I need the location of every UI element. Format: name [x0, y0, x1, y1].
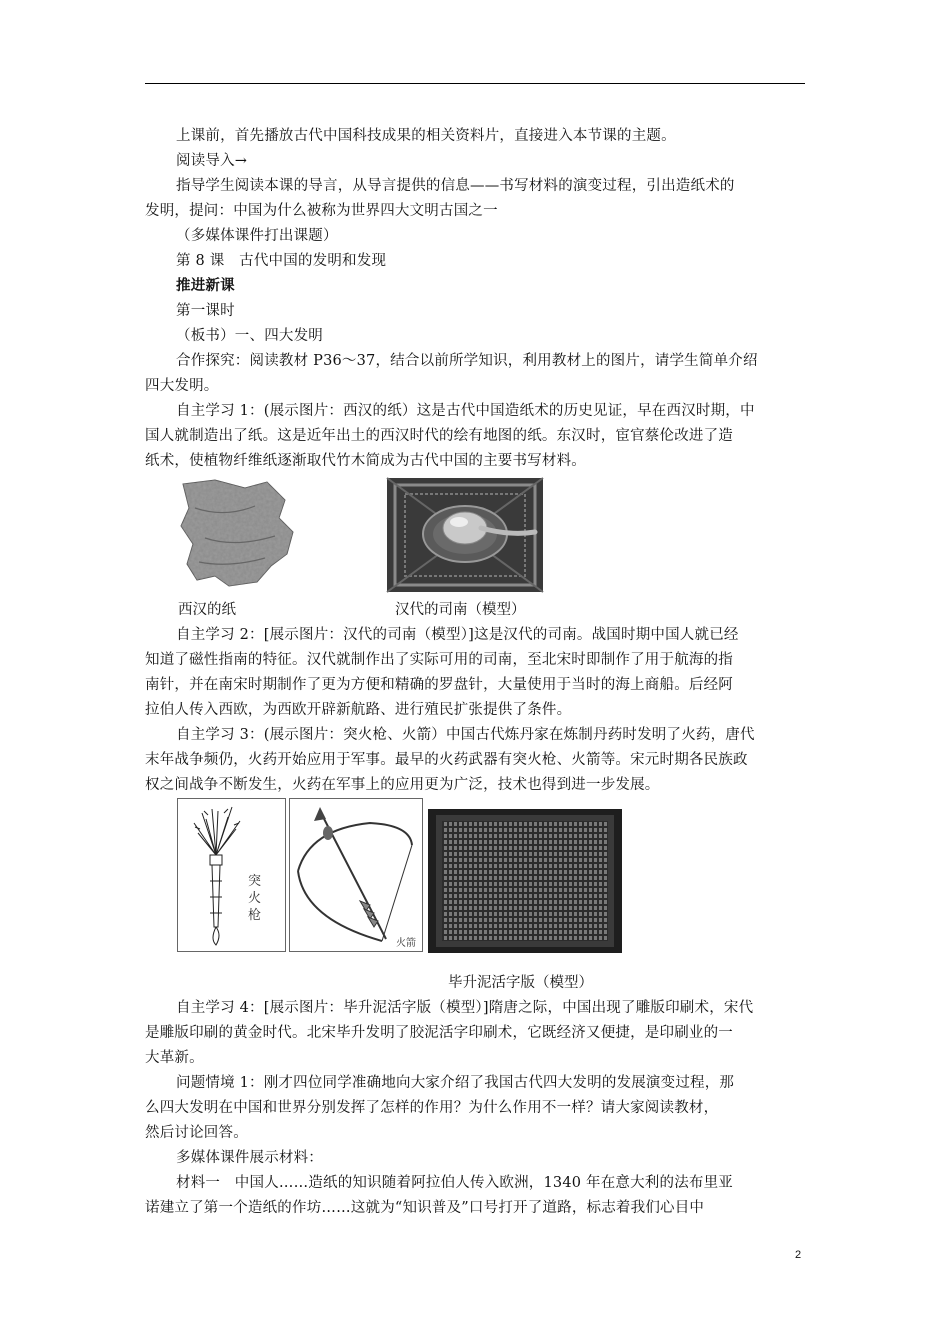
paragraph-line: 多媒体课件展示材料：: [176, 1150, 323, 1166]
section-heading: 推进新课: [176, 277, 235, 294]
paragraph-line: 阅读导入→: [176, 153, 248, 169]
header-rule: [145, 83, 805, 84]
paragraph-line: 拉伯人传入西欧，为西欧开辟新航路、进行殖民扩张提供了条件。: [145, 702, 572, 718]
fire-lance-image: [177, 798, 286, 952]
paragraph-line: 权之间战争不断发生，火药在军事上的应用更为广泛，技术也得到进一步发展。: [145, 777, 660, 793]
paragraph-line: 么四大发明在中国和世界分别发挥了怎样的作用？为什么作用不一样？请大家阅读教材，: [145, 1100, 719, 1116]
paragraph-line: 自主学习 2：[展示图片：汉代的司南（模型）]这是汉代的司南。战国时期中国人就已经: [176, 627, 739, 643]
sinan-compass-image: [385, 476, 545, 594]
paragraph-line: 上课前，首先播放古代中国科技成果的相关资料片，直接进入本节课的主题。: [176, 128, 676, 144]
paragraph-line: 末年战争频仍，火药开始应用于军事。最早的火药武器有突火枪、火箭等。宋元时期各民族政: [145, 752, 748, 768]
movable-type-image: [428, 809, 622, 953]
paragraph-line: 问题情境 1：刚才四位同学准确地向大家介绍了我国古代四大发明的发展演变过程，那: [176, 1075, 735, 1091]
fire-arrow-image: [289, 798, 423, 952]
paragraph-line: （板书）一、四大发明: [176, 328, 323, 344]
paragraph-line: 自主学习 4：[展示图片：毕升泥活字版（模型）]隋唐之际，中国出现了雕版印刷术，宋代: [176, 1000, 754, 1016]
paragraph-line: 南针，并在南宋时期制作了更为方便和精确的罗盘针，大量使用于当时的海上商船。后经阿: [145, 677, 733, 693]
han-paper-image: [175, 478, 300, 590]
paragraph-line: 自主学习 1：(展示图片：西汉的纸）这是古代中国造纸术的历史见证，早在西汉时期，中: [176, 403, 755, 419]
paragraph-line: 诺建立了第一个造纸的作坊……这就为“知识普及”口号打开了道路，标志着我们心目中: [145, 1200, 705, 1216]
paragraph-line: 四大发明。: [145, 378, 219, 394]
paragraph-line: 然后讨论回答。: [145, 1125, 248, 1141]
paragraph-line: 大革新。: [145, 1050, 204, 1066]
paragraph-line: 知道了磁性指南的特征。汉代就制作出了实际可用的司南，至北宋时即制作了用于航海的指: [145, 652, 733, 668]
paragraph-line: 自主学习 3：(展示图片：突火枪、火箭）中国古代炼丹家在炼制丹药时发明了火药，唐代: [176, 727, 755, 743]
paragraph-line: 指导学生阅读本课的导言，从导言提供的信息——书写材料的演变过程，引出造纸术的: [176, 178, 735, 194]
paragraph-line: 合作探究：阅读教材 P36～37，结合以前所学知识，利用教材上的图片，请学生简单介绍: [176, 353, 758, 369]
paragraph-line: （多媒体课件打出课题）: [176, 228, 338, 244]
paragraph-line: 国人就制造出了纸。这是近年出土的西汉时代的绘有地图的纸。东汉时，宦官蔡伦改进了造: [145, 428, 733, 444]
paragraph-line: 发明，提问：中国为什么被称为世界四大文明古国之一: [145, 203, 498, 219]
paragraph-line: 纸术，使植物纤维纸逐渐取代竹木简成为古代中国的主要书写材料。: [145, 453, 586, 469]
lesson-title: 第 8 课 古代中国的发明和发现: [176, 253, 387, 269]
fire-lance-label: 突火枪: [248, 874, 262, 923]
paragraph-line: 是雕版印刷的黄金时代。北宋毕升发明了胶泥活字印刷术，它既经济又便捷，是印刷业的一: [145, 1025, 733, 1041]
sinan-caption: 汉代的司南（模型）: [395, 602, 526, 618]
paper-caption: 西汉的纸: [178, 602, 236, 618]
paragraph-line: 第一课时: [176, 303, 235, 319]
page-number: 2: [795, 1249, 802, 1261]
fire-arrow-label: 火箭: [396, 938, 416, 949]
movable-type-caption: 毕升泥活字版（模型）: [448, 975, 593, 991]
paragraph-line: 材料一 中国人……造纸的知识随着阿拉伯人传入欧洲，1340 年在意大利的法布里亚: [176, 1175, 734, 1191]
